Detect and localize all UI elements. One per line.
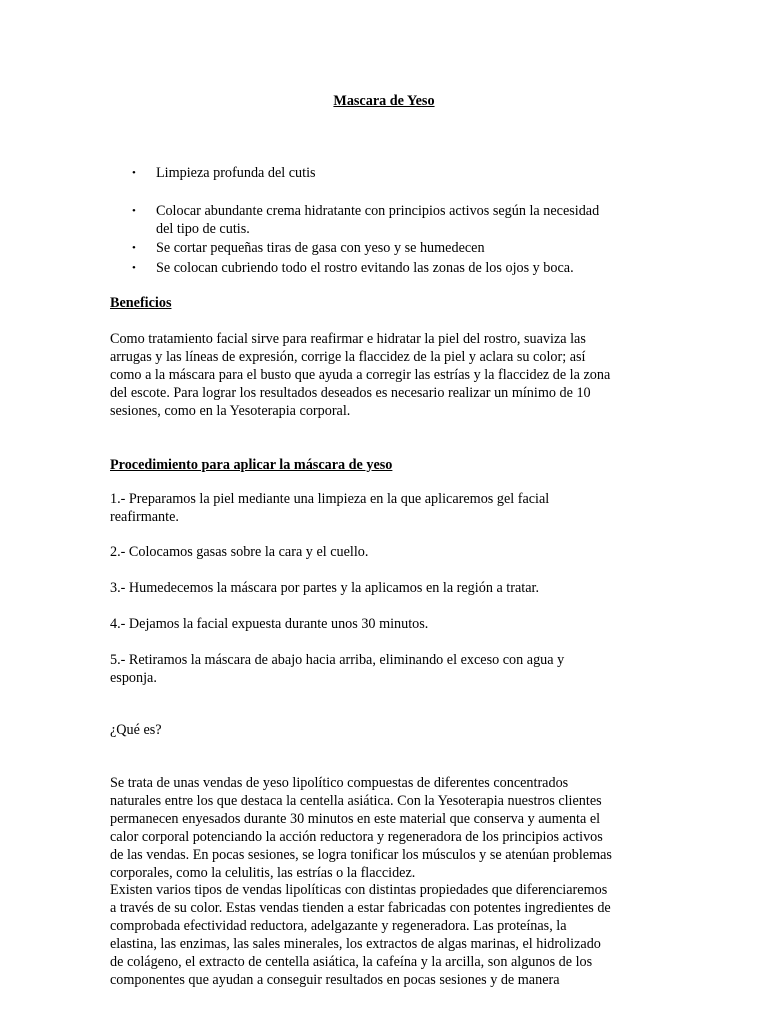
bullet-marker: • — [132, 167, 136, 179]
procedimiento-heading: Procedimiento para aplicar la máscara de yeso — [110, 457, 393, 473]
que-es-line: Se trata de unas vendas de yeso lipolítico compuestas de diferentes concentrados — [110, 775, 569, 791]
bullet-marker: • — [132, 242, 136, 254]
step-1-line-2: reafirmante. — [110, 509, 179, 525]
que-es-line: componentes que ayudan a conseguir resultados en pocas sesiones y de manera — [110, 972, 560, 988]
que-es-line: corporales, como la celulitis, las estrías o la flaccidez. — [110, 865, 416, 881]
step-5-line-1: 5.- Retiramos la máscara de abajo hacia arriba, eliminando el exceso con agua y — [110, 652, 565, 668]
beneficios-line: arrugas y las líneas de expresión, corrige la flaccidez de la piel y aclara su color; así — [110, 349, 586, 365]
bullet-marker: • — [132, 262, 136, 274]
step-1-line-1: 1.- Preparamos la piel mediante una limpieza en la que aplicaremos gel facial — [110, 491, 550, 507]
que-es-line: de colágeno, el extracto de centella asiática, la cafeína y la arcilla, son algunos de los — [110, 954, 593, 970]
step-2: 2.- Colocamos gasas sobre la cara y el cuello. — [110, 544, 369, 560]
step-4: 4.- Dejamos la facial expuesta durante unos 30 minutos. — [110, 616, 429, 632]
que-es-line: calor corporal potenciando la acción reductora y regeneradora de los principios activos — [110, 829, 603, 845]
document-title: Mascara de Yeso — [333, 93, 435, 109]
bullet-item-2-line-1: Colocar abundante crema hidratante con principios activos según la necesidad — [156, 203, 600, 219]
que-es-heading: ¿Qué es? — [110, 722, 162, 738]
bullet-item-2-line-2: del tipo de cutis. — [156, 221, 250, 237]
que-es-line: comprobada efectividad reductora, adelgazante y regeneradora. Las proteínas, la — [110, 918, 567, 934]
que-es-line: a través de su color. Estas vendas tienden a estar fabricadas con potentes ingredientes de — [110, 900, 611, 916]
beneficios-line: como a la máscara para el busto que ayuda a corregir las estrías y la flaccidez de la zona — [110, 367, 611, 383]
que-es-line: de las vendas. En pocas sesiones, se logra tonificar los músculos y se atenúan problemas — [110, 847, 612, 863]
beneficios-heading: Beneficios — [110, 295, 172, 311]
que-es-line: Existen varios tipos de vendas lipolíticas con distintas propiedades que diferenciaremos — [110, 882, 608, 898]
que-es-line: elastina, las enzimas, las sales minerales, los extractos de algas marinas, el hidrolizado — [110, 936, 601, 952]
bullet-item-3: Se cortar pequeñas tiras de gasa con yeso y se humedecen — [156, 240, 485, 256]
bullet-item-1: Limpieza profunda del cutis — [156, 165, 316, 181]
que-es-line: permanecen enyesados durante 30 minutos en este material que conserva y aumenta el — [110, 811, 601, 827]
beneficios-line: Como tratamiento facial sirve para reafirmar e hidratar la piel del rostro, suaviza las — [110, 331, 586, 347]
step-5-line-2: esponja. — [110, 670, 157, 686]
bullet-marker: • — [132, 205, 136, 217]
beneficios-line: del escote. Para lograr los resultados deseados es necesario realizar un mínimo de 10 — [110, 385, 591, 401]
bullet-item-4: Se colocan cubriendo todo el rostro evitando las zonas de los ojos y boca. — [156, 260, 574, 276]
que-es-line: naturales entre los que destaca la centella asiática. Con la Yesoterapia nuestros clientes — [110, 793, 602, 809]
step-3: 3.- Humedecemos la máscara por partes y la aplicamos en la región a tratar. — [110, 580, 539, 596]
beneficios-line: sesiones, como en la Yesoterapia corporal. — [110, 403, 351, 419]
